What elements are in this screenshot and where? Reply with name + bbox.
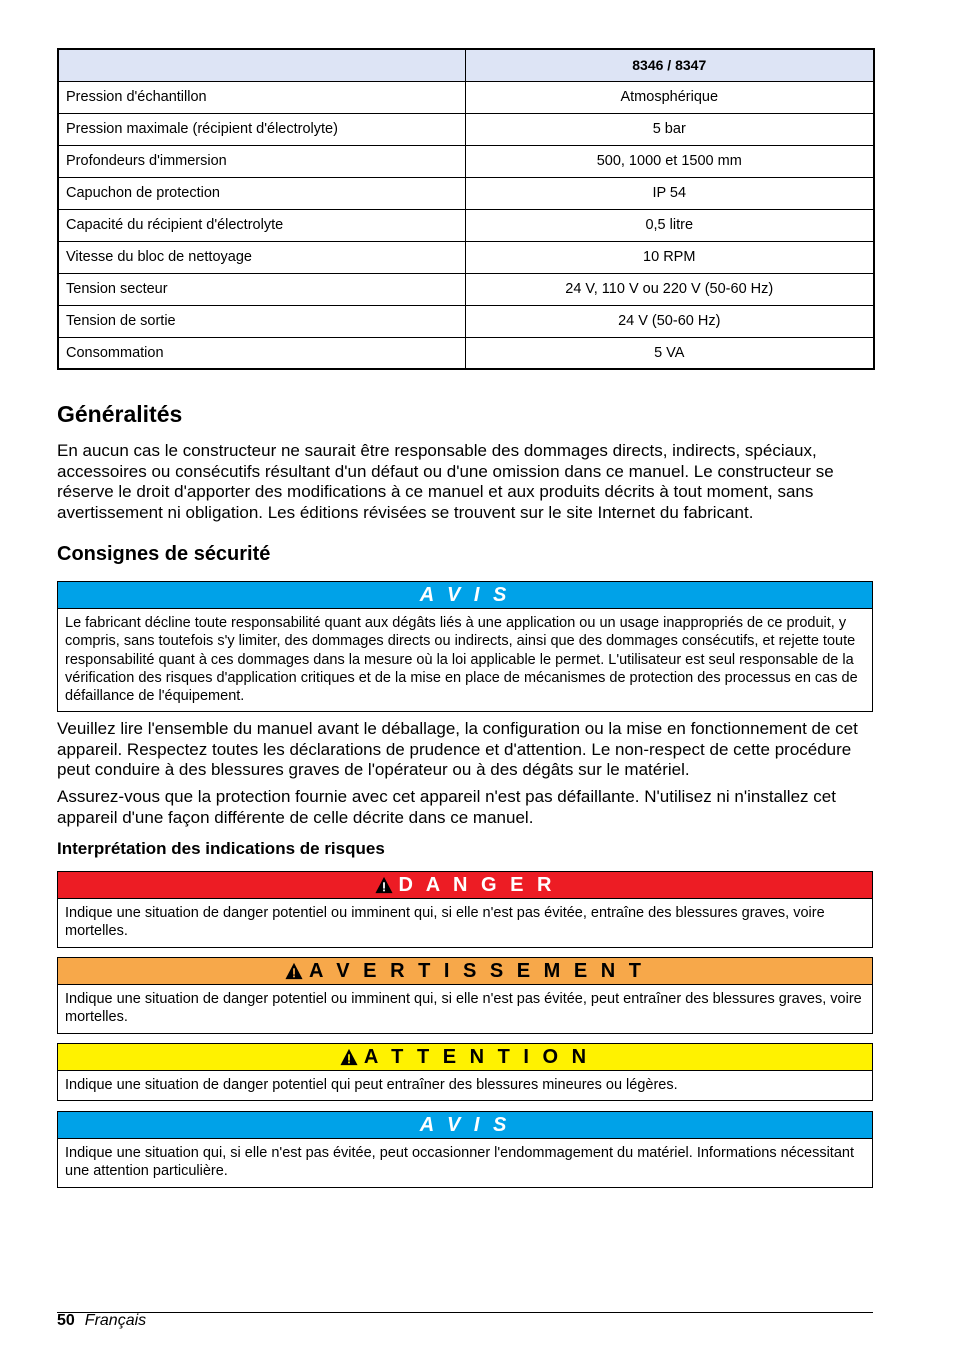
avertissement-box: [57, 957, 873, 1034]
safety-paragraph-2: Assurez-vous que la protection fournie avec cet appareil n'est pas défaillante. N'utilisez ni n'installez cet appareil d'une façon différente de celle décrite dans ce manuel.: [57, 787, 836, 827]
warning-triangle-icon: [285, 962, 303, 980]
table-row: [58, 305, 874, 337]
row-label: Tension secteur: [58, 273, 465, 305]
avis-banner: A V I S: [58, 582, 872, 609]
row-label: Consommation: [58, 337, 465, 369]
row-label: Pression d'échantillon: [58, 81, 465, 113]
row-value: 10 RPM: [465, 241, 874, 273]
table-header-row: [58, 49, 874, 81]
avis-notice-text: Le fabricant décline toute responsabilité quant aux dégâts liés à une application ou un usage inappropriés de ce produit, y compris, sans toutefois s'y limiter, des dommages directs ou indirects, ainsi que des dommages consécutifs, et rejette toute responsabilité quant à ces dommages dans la mesure où la loi applicable le permet. L'utilisateur est seul responsable de la vérification des risques d'application critiques et de la mise en place de mécanismes de protection des processus en cas de défaillance de l'équipement.: [65, 615, 858, 705]
generalites-text: En aucun cas le constructeur ne saurait être responsable des dommages directs, indirects, spéciaux, accessoires ou consécutifs résultant d'un défaut ou d'une omission dans ce manuel. Le constructeur se réserve le droit d'apporter des modifications à ce manuel et aux produits décrits à tout moment, sans avertissement ni obligation. Les éditions révisées se trouvent sur le site Internet du fabricant.: [57, 441, 834, 522]
row-label: Pression maximale (récipient d'électrolyte): [58, 113, 465, 145]
table-row: [58, 241, 874, 273]
interpretation-heading: Interprétation des indications de risques: [57, 839, 385, 858]
table-row: [58, 177, 874, 209]
safety-paragraph-1: Veuillez lire l'ensemble du manuel avant le déballage, la configuration ou la mise en fonctionnement de cet appareil. Respectez toutes les déclarations de prudence et d'attention. Le non-respect de cette procédure peut conduire à des blessures graves de l'opérateur ou à des dégâts sur le matériel.: [57, 719, 858, 779]
table-header-empty: [58, 49, 465, 81]
row-label: Capacité du récipient d'électrolyte: [58, 209, 465, 241]
danger-label: D A N G E R: [398, 873, 556, 896]
table-row: [58, 81, 874, 113]
generalites-heading: Généralités: [57, 401, 183, 427]
table-row: [58, 209, 874, 241]
warning-triangle-icon: [340, 1048, 358, 1066]
row-label: Capuchon de protection: [58, 177, 465, 209]
avis-notice-box: [57, 581, 873, 712]
attention-text: Indique une situation de danger potentiel qui peut entraîner des blessures mineures ou légères.: [65, 1077, 678, 1093]
avis-banner: A V I S: [58, 1112, 872, 1139]
specifications-table: [57, 48, 875, 370]
attention-box: [57, 1043, 873, 1101]
avertissement-label: A V E R T I S S E M E N T: [309, 959, 645, 982]
table-row: [58, 273, 874, 305]
row-label: Tension de sortie: [58, 305, 465, 337]
danger-box: [57, 871, 873, 948]
row-value: 5 bar: [465, 113, 874, 145]
table-row: [58, 145, 874, 177]
avis-box: [57, 1111, 873, 1188]
row-value: Atmosphérique: [465, 81, 874, 113]
danger-banner: [58, 872, 872, 899]
row-value: 0,5 litre: [465, 209, 874, 241]
row-value: 24 V, 110 V ou 220 V (50-60 Hz): [465, 273, 874, 305]
table-row: [58, 337, 874, 369]
danger-text: Indique une situation de danger potentiel ou imminent qui, si elle n'est pas évitée, entraîne des blessures graves, voire mortelles.: [65, 905, 825, 940]
row-label: Profondeurs d'immersion: [58, 145, 465, 177]
footer-language: Français: [84, 1312, 147, 1329]
page-content: [57, 48, 873, 1180]
page-number: 50: [57, 1312, 75, 1329]
footer-divider: [57, 1312, 873, 1313]
attention-banner: [58, 1044, 872, 1071]
table-row: [58, 113, 874, 145]
row-value: 500, 1000 et 1500 mm: [465, 145, 874, 177]
row-value: 5 VA: [465, 337, 874, 369]
consignes-heading: Consignes de sécurité: [57, 543, 271, 565]
table-header-model: 8346 / 8347: [465, 49, 874, 81]
row-value: IP 54: [465, 177, 874, 209]
row-value: 24 V (50-60 Hz): [465, 305, 874, 337]
warning-triangle-icon: [375, 876, 393, 894]
attention-label: A T T E N T I O N: [363, 1045, 591, 1068]
avertissement-banner: [58, 958, 872, 985]
row-label: Vitesse du bloc de nettoyage: [58, 241, 465, 273]
page-footer: [57, 1312, 146, 1330]
avertissement-text: Indique une situation de danger potentiel ou imminent qui, si elle n'est pas évitée, peut entraîner des blessures graves, voire mortelles.: [65, 991, 862, 1026]
avis-text: Indique une situation qui, si elle n'est pas évitée, peut occasionner l'endommagement du matériel. Informations nécessitant une attention particulière.: [65, 1145, 854, 1180]
